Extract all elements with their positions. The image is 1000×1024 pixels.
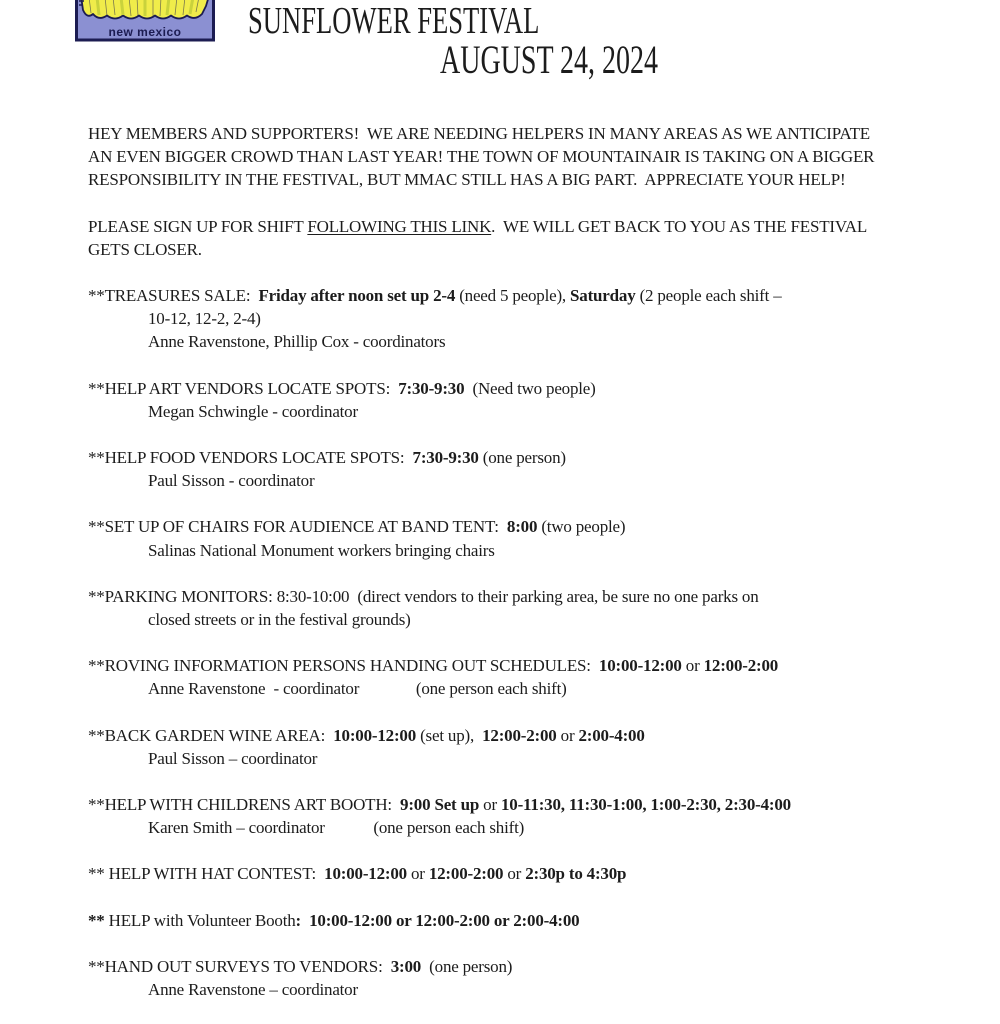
volunteer-item: [88, 515, 983, 561]
volunteer-item: [88, 724, 983, 770]
volunteer-item: [88, 793, 983, 839]
text-run: 2:30p to 4:30p: [525, 864, 627, 884]
intro-paragraph: [88, 215, 983, 261]
text-run: Paul Sisson - coordinator: [148, 471, 315, 491]
text-line: [88, 122, 983, 145]
text-line: [88, 377, 983, 400]
text-run: Salinas National Monument workers bringing chairs: [148, 540, 495, 560]
text-run: . WE WILL GET BACK TO YOU AS THE FESTIVAL: [491, 216, 868, 236]
text-run: or: [556, 725, 579, 745]
text-line: [88, 909, 983, 932]
text-line: [88, 608, 983, 631]
text-run: 3:00: [390, 956, 422, 976]
text-line: [88, 330, 983, 353]
text-line: [88, 168, 983, 191]
text-run: (Need two people): [464, 378, 596, 398]
text-run: 10-12, 12-2, 2-4): [148, 309, 261, 329]
text-run: (two people): [537, 517, 626, 537]
text-run: **HELP WITH CHILDRENS ART BOOTH:: [88, 795, 401, 815]
text-run: GETS CLOSER.: [88, 239, 202, 259]
text-run: 12:00-2:00: [428, 864, 504, 884]
volunteer-item: [88, 377, 983, 423]
text-run: or: [406, 864, 429, 884]
text-run: **PARKING MONITORS: 8:30-10:00 (direct vendors to their parking area, be sure no one parks on: [88, 586, 759, 606]
text-line: [88, 747, 983, 770]
text-run: or: [503, 864, 526, 884]
text-run: **: [88, 910, 105, 930]
text-run: Anne Ravenstone - coordinator (one person each shift): [148, 679, 567, 699]
text-run: AN EVEN BIGGER CROWD THAN LAST YEAR! THE TOWN OF MOUNTAINAIR IS TAKING ON A BIGGER: [88, 147, 875, 167]
text-run: Anne Ravenstone – coordinator: [148, 980, 358, 1000]
text-run: 10:00-12:00: [324, 864, 407, 884]
text-line: [88, 585, 983, 608]
volunteer-item: [88, 585, 983, 631]
text-run: (2 people each shift –: [635, 286, 782, 306]
text-run: Anne Ravenstone, Phillip Cox - coordinators: [148, 332, 446, 352]
text-line: [88, 469, 983, 492]
volunteer-item: [88, 284, 983, 354]
text-run: 12:00-2:00: [703, 656, 779, 676]
text-line: [88, 307, 983, 330]
text-line: [88, 955, 983, 978]
text-run: 12:00-2:00: [482, 725, 557, 745]
text-run: HELP with Volunteer Booth: [104, 910, 296, 930]
intro-paragraph: [88, 122, 983, 192]
text-run: (one person): [421, 956, 513, 976]
text-run: **SET UP OF CHAIRS FOR AUDIENCE AT BAND TENT:: [88, 517, 507, 537]
text-run: Saturday: [570, 286, 636, 306]
text-line: [88, 400, 983, 423]
text-run: **HELP FOOD VENDORS LOCATE SPOTS:: [88, 448, 413, 468]
text-run: 2:00-4:00: [578, 725, 645, 745]
text-run: Paul Sisson – coordinator: [148, 748, 318, 768]
text-run: HEY MEMBERS AND SUPPORTERS! WE ARE NEEDING HELPERS IN MANY AREAS AS WE ANTICIPATE: [88, 124, 870, 143]
text-run: **HAND OUT SURVEYS TO VENDORS:: [88, 956, 391, 976]
text-run: RESPONSIBILITY IN THE FESTIVAL, BUT MMAC STILL HAS A BIG PART. APPRECIATE YOUR HELP!: [88, 170, 846, 190]
festival-logo: [75, 0, 215, 42]
document-title-line1: SUNFLOWER FESTIVAL: [248, 0, 540, 42]
text-run: (set up),: [416, 725, 483, 745]
text-line: [88, 215, 983, 238]
text-line: [88, 862, 983, 885]
text-line: [88, 145, 983, 168]
text-run: 9:00 Set up: [400, 795, 480, 815]
text-run: 10:00-12:00: [598, 656, 682, 676]
text-run: **TREASURES SALE:: [88, 286, 259, 306]
text-line: [88, 654, 983, 677]
text-run: or: [681, 656, 704, 676]
text-run: closed streets or in the festival grounds): [148, 610, 411, 630]
text-run: or: [479, 795, 501, 815]
text-run: (need 5 people),: [455, 286, 571, 306]
text-line: [88, 978, 983, 1001]
document-title-line2: AUGUST 24, 2024: [440, 37, 659, 82]
text-run: PLEASE SIGN UP FOR SHIFT: [88, 216, 308, 236]
text-run: 7:30-9:30: [398, 378, 465, 398]
text-run: (one person): [478, 448, 566, 468]
text-line: [88, 724, 983, 747]
signup-link[interactable]: FOLLOWING THIS LINK: [307, 216, 492, 236]
text-run: 10-11:30, 11:30-1:00, 1:00-2:30, 2:30-4:00: [500, 795, 791, 815]
text-run: Friday after noon set up 2-4: [258, 286, 456, 306]
text-run: ** HELP WITH HAT CONTEST:: [88, 864, 325, 884]
volunteer-item: [88, 446, 983, 492]
text-line: [88, 238, 983, 261]
logo-caption: new mexico: [108, 25, 182, 39]
text-run: 10:00-12:00: [333, 725, 417, 745]
volunteer-item: [88, 909, 983, 932]
text-run: 7:30-9:30: [412, 448, 479, 468]
text-run: **ROVING INFORMATION PERSONS HANDING OUT SCHEDULES:: [88, 656, 599, 676]
text-line: [88, 677, 983, 700]
content: [88, 122, 983, 1024]
sunflower-field-logo-image: [75, 0, 215, 42]
text-run: **BACK GARDEN WINE AREA:: [88, 725, 334, 745]
text-line: [88, 816, 983, 839]
text-run: 8:00: [506, 517, 538, 537]
text-run: **HELP ART VENDORS LOCATE SPOTS:: [88, 378, 399, 398]
text-line: [88, 446, 983, 469]
text-run: Karen Smith – coordinator (one person each shift): [148, 818, 525, 838]
text-run: : 10:00-12:00 or 12:00-2:00 or 2:00-4:00: [295, 910, 580, 930]
text-line: [88, 793, 983, 816]
volunteer-item: [88, 862, 983, 885]
text-line: [88, 539, 983, 562]
text-line: [88, 284, 983, 307]
volunteer-item: [88, 955, 983, 1001]
text-line: [88, 515, 983, 538]
text-run: Megan Schwingle - coordinator: [148, 401, 358, 421]
volunteer-item: [88, 654, 983, 700]
